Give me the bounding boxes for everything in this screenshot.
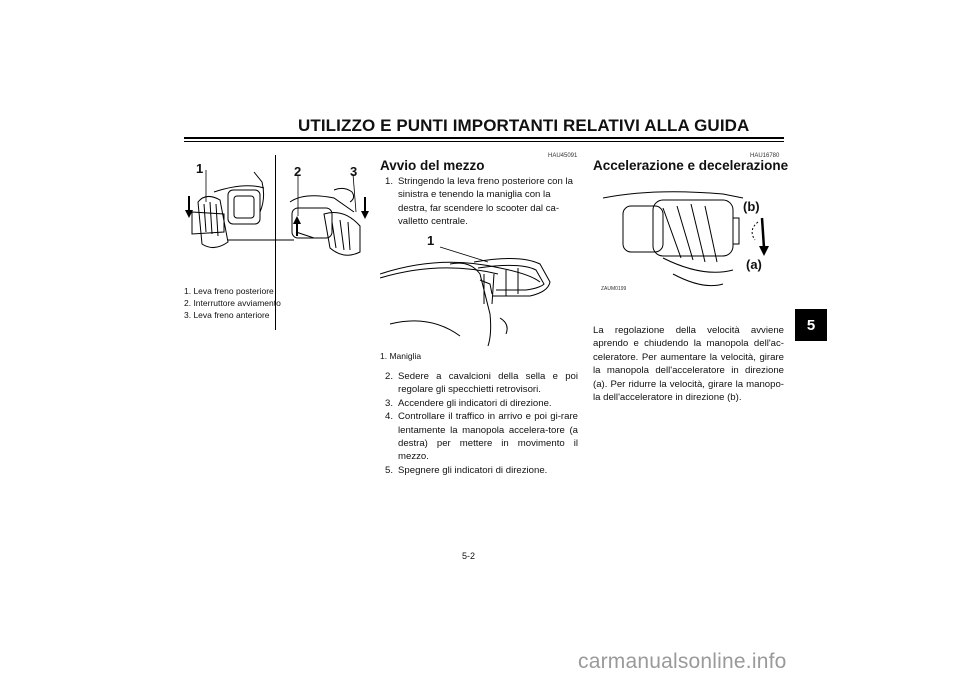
direction-label-a: (a) [746,257,762,272]
step-text: Controllare il traffico in arrivo e poi gi-rare lentamente la manopola accelera-tore (a destra) per mettere in movimento il mezzo. [398,411,578,463]
caption-rear-brake: 1. Leva freno posteriore [184,286,274,296]
step-number: 2. [385,371,394,382]
step-number: 4. [385,411,394,423]
watermark-text: carmanualsonline.info [578,650,787,673]
page-header-title: UTILIZZO E PUNTI IMPORTANTI RELATIVI ALLA GUIDA [298,116,750,135]
chapter-tab [795,309,827,341]
section-code: HAU45091 [548,153,578,159]
step-item [385,464,578,477]
step-text: Stringendo la leva freno posteriore con la sinistra e tenendo la maniglia con la destra, far scendere lo scooter dal ca-valletto centrale. [398,176,573,228]
step-number: 1. [385,176,394,187]
step-number: 5. [385,464,394,476]
header-rule [184,137,784,139]
figure-callout-1: 1 [196,161,204,176]
step-list-top [385,175,578,229]
handlebar-figure [184,152,370,272]
section-heading: Accelerazione e decelerazione [593,158,789,173]
step-text: Sedere a cavalcioni della sella e poi regolare gli specchietti retrovisori. [398,371,578,396]
step-text: Spegnere gli indicatori di direzione. [398,464,548,476]
step-item [385,397,578,410]
figure-caption-grab-rail: 1. Maniglia [380,351,422,361]
scooter-figure [380,234,580,356]
step-item [385,410,578,464]
header-rule-thin [184,141,784,142]
step-text: Accendere gli indicatori di direzione. [398,397,552,409]
figure-callout-grab-rail: 1 [427,233,435,248]
page-number: 5-2 [462,551,476,561]
scooter-grab-rail-illustration [380,234,580,356]
throttle-paragraph: La regolazione della velocità avviene aprendo e chiudendo la manopola dell'ac-celeratore. Per aumentare la velocità, girare la manopola dell'acceleratore in direzione (a). Per ridurre la velocità, girare la manopo-la dell'acceleratore in direzione (b). [593,325,784,404]
handlebar-illustration [184,152,370,272]
figure-callout-2: 2 [294,164,302,179]
section-heading: Avvio del mezzo [380,158,485,173]
step-item [385,370,578,397]
chapter-tab-label: 5 [806,316,816,334]
caption-start-switch: 2. Interruttore avviamento [184,298,281,308]
step-number: 3. [385,397,394,409]
section-code: HAU16780 [750,153,780,159]
figure-code: ZAUM0199 [601,286,627,292]
direction-label-b: (b) [743,199,760,214]
figure-captions [184,285,281,321]
throttle-grip-illustration [593,178,783,298]
step-list-bottom [385,370,578,477]
step-item [385,175,578,229]
figure-callout-3: 3 [350,164,358,179]
caption-front-brake: 3. Leva freno anteriore [184,310,270,320]
throttle-figure [593,178,783,298]
